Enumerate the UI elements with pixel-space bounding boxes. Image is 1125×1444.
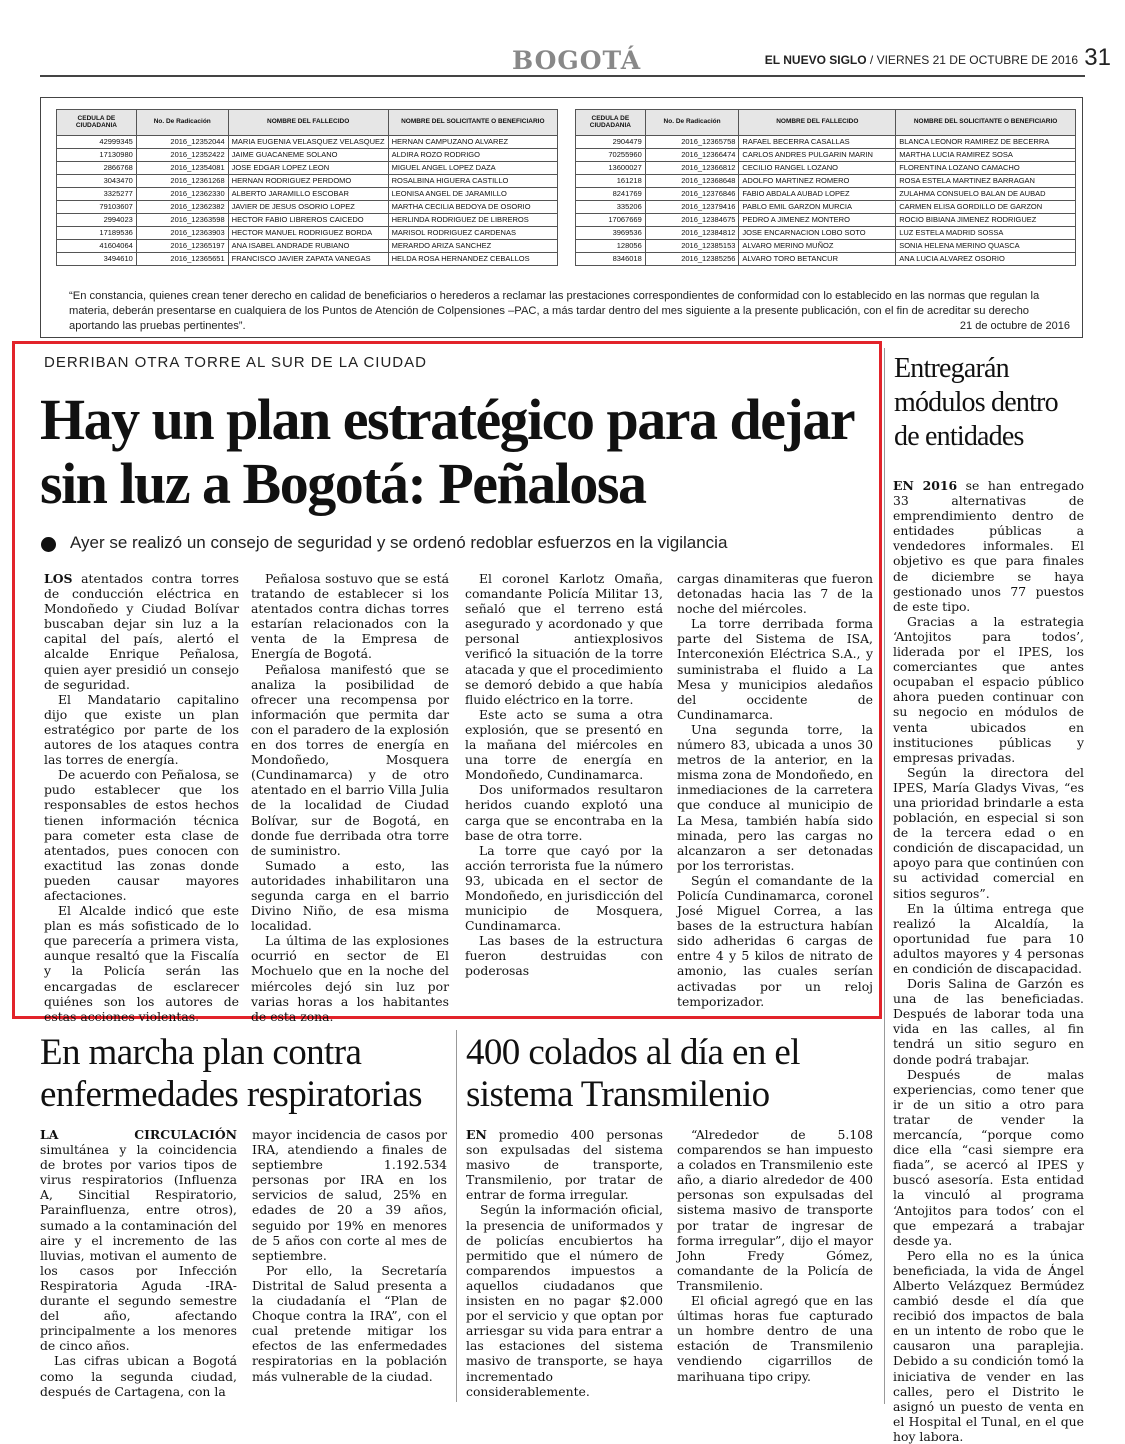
bullet-icon (41, 537, 56, 552)
cedula-cell: 41604064 (57, 240, 137, 253)
notice-row (576, 188, 1076, 201)
main-headline: Hay un plan estratégico para dejar sin luz a Bogotá: Peñalosa (40, 387, 854, 516)
radicacion-cell: 2016_12362382 (136, 201, 228, 214)
respiratorias-column-1 (40, 1127, 237, 1399)
fallecido-cell: ALVARO TORO BETANCUR (739, 253, 896, 266)
fallecido-cell: ADOLFO MARTINEZ ROMERO (739, 175, 896, 188)
notice-row (576, 253, 1076, 266)
paragraph: “Alrededor de 5.108 comparendos se han impuesto a colados en Transmilenio este año, a diario alrededor de 400 personas son expulsadas del sistema masivo de transporte por tratar de ingresar de forma irregular”, dijo el mayor John Fredy Gómez, comandante de la Policía de Transmilenio. (677, 1127, 873, 1293)
notice-text: “En constancia, quienes crean tener derecho en calidad de beneficiarios o herederos a reclamar las prestaciones correspondientes de conformidad con lo establecido en las normas que regulan la materia, deberán presentarse en cualquiera de los Puntos de Atención de Colpensiones –PAC, a más tardar dentro del mes siguiente a la presente publicación, con el fin de acreditar su derecho aportando las pruebas pertinentes”. (69, 290, 1040, 332)
solicitante-cell: MIGUEL ANGEL LOPEZ DAZA (388, 162, 557, 175)
paragraph: Doris Salina de Garzón es una de las beneficiadas. Después de laborar toda una vida en las calles, al fin tendrá un sitio seguro en donde podrá trabajar. (893, 976, 1084, 1067)
notice-date: 21 de octubre de 2016 (959, 320, 1070, 332)
notice-table-left (56, 109, 558, 266)
radicacion-cell: 2016_12365758 (645, 136, 739, 149)
solicitante-cell: ROCIO BIBIANA JIMENEZ RODRIGUEZ (896, 214, 1076, 227)
fallecido-cell: JOSE ENCARNACION LOBO SOTO (739, 227, 896, 240)
notice-row (57, 201, 558, 214)
cedula-cell: 17067669 (576, 214, 646, 227)
col-cedula: CEDULA DE CIUDADANIA (576, 110, 646, 136)
solicitante-cell: MARISOL RODRIGUEZ CARDENAS (388, 227, 557, 240)
notice-row (57, 149, 558, 162)
column-divider (456, 1030, 457, 1402)
radicacion-cell: 2016_12363903 (136, 227, 228, 240)
col-fallecido: NOMBRE DEL FALLECIDO (228, 110, 388, 136)
paragraph: Según la directora del IPES, María Gladys Vivas, “es una prioridad brindarle a esta población, en especial si son de la tercera edad o en condición de discapacidad, un apoyo para que continúen con su actividad comercial en sitios seguros”. (893, 764, 1084, 901)
subheadline: Ayer se realizó un consejo de seguridad y se ordenó redoblar esfuerzos en la vigilancia (70, 533, 728, 552)
sidebar-headline: Entregarán módulos dentro de entidades (894, 353, 1058, 452)
notice-row (57, 214, 558, 227)
paragraph-text: atentados contra torres de conducción eléctrica en Mondoñedo y Ciudad Bolívar buscaban dejar sin luz a la capital del país, alertó el alcalde Enrique Peñalosa, quien ayer presidió un consejo de seguridad. (44, 571, 239, 692)
radicacion-cell: 2016_12354081 (136, 162, 228, 175)
fallecido-cell: CECILIO RANGEL LOZANO (739, 162, 896, 175)
radicacion-cell: 2016_12384812 (645, 227, 739, 240)
solicitante-cell: HERLINDA RODRIGUEZ DE LIBREROS (388, 214, 557, 227)
notice-row (57, 227, 558, 240)
paragraph: Dos uniformados resultaron heridos cuando explotó una carga que se encontraba en la base de otra torre. (465, 782, 663, 843)
paragraph: Peñalosa sostuvo que se está tratando de establecer si los atentados contra dichas torres estarían relacionados con la venta de la Empresa de Energía de Bogotá. (251, 571, 449, 662)
radicacion-cell: 2016_12379416 (645, 201, 739, 214)
solicitante-cell: MERARDO ARIZA SANCHEZ (388, 240, 557, 253)
lead-in: LOS (44, 571, 73, 586)
cedula-cell: 3494610 (57, 253, 137, 266)
paragraph: En la última entrega que realizó la Alcaldía, la oportunidad fue para 10 adultos mayores y 4 personas en condición de discapacidad. (893, 900, 1084, 976)
notice-row (576, 214, 1076, 227)
paragraph: Después de malas experiencias, como tener que ir de un sitio a otro para tratar de vender la mercancía, “porque como dice ella “casi siempre era fiada”, se acercó al IPES y buscó asesoría. Esta entidad la vinculó al programa ‘Antojitos para todos’ con el que empezará a trabajar desde ya. (893, 1066, 1084, 1248)
paragraph: La última de las explosiones ocurrió en sector de El Mochuelo que en la noche del miércoles dejó sin luz por varias horas a los habitantes de esta zona. (251, 933, 449, 1024)
notice-table-right (575, 109, 1076, 266)
solicitante-cell: ALDIRA ROZO RODRIGO (388, 149, 557, 162)
radicacion-cell: 2016_12362330 (136, 188, 228, 201)
respiratorias-column-2 (252, 1127, 447, 1384)
paragraph: La torre que cayó por la acción terrorista fue la número 93, ubicada en el sector de Mondoñedo, en jurisdicción del municipio de Mosquera, Cundinamarca. (465, 842, 663, 934)
cedula-cell: 335206 (576, 201, 646, 214)
fallecido-cell: JAVIER DE JESUS OSORIO LOPEZ (228, 201, 388, 214)
fallecido-cell: FABIO ABDALA AUBAD LOPEZ (739, 188, 896, 201)
paragraph (44, 571, 239, 692)
paragraph: El coronel Karlotz Omaña, comandante Policía Militar 13, señaló que el terreno está asegurado y acordonado y que personal antiexplosivos verificó la situación de la torre atacada y que el procedimiento se demoró debido a que había fluido eléctrico en la torre. (465, 571, 663, 707)
notice-row (576, 162, 1076, 175)
cedula-cell: 17189536 (57, 227, 137, 240)
notice-row (576, 136, 1076, 149)
radicacion-cell: 2016_12365197 (136, 240, 228, 253)
col-fallecido: NOMBRE DEL FALLECIDO (739, 110, 896, 136)
main-story-column-1 (44, 571, 239, 1024)
main-story-column-4 (677, 571, 873, 1009)
fallecido-cell: FRANCISCO JAVIER ZAPATA VANEGAS (228, 253, 388, 266)
solicitante-cell: HERNAN CAMPUZANO ALVAREZ (388, 136, 557, 149)
fallecido-cell: HECTOR FABIO LIBREROS CAICEDO (228, 214, 388, 227)
radicacion-cell: 2016_12366474 (645, 149, 739, 162)
notice-row (576, 227, 1076, 240)
paragraph: cargas dinamiteras que fueron detonadas hacia las 7 de la noche del miércoles. (677, 571, 873, 617)
fallecido-cell: ANA ISABEL ANDRADE RUBIANO (228, 240, 388, 253)
solicitante-cell: LUZ ESTELA MADRID SOSSA (896, 227, 1076, 240)
solicitante-cell: ANA LUCIA ALVAREZ OSORIO (896, 253, 1076, 266)
notice-row (576, 201, 1076, 214)
colpensiones-notice (40, 97, 1083, 338)
radicacion-cell: 2016_12376846 (645, 188, 739, 201)
radicacion-cell: 2016_12352044 (136, 136, 228, 149)
paragraph: Las bases de la estructura fueron destruidas con poderosas (465, 933, 663, 979)
paragraph: mayor incidencia de casos por IRA, atendiendo a finales de septiembre 1.192.534 personas por IRA en los servicios de salud, 25% en edades de 20 a 39 años, seguido por 19% en menores de 5 años con corte al mes de septiembre. (252, 1127, 447, 1263)
col-solicitante: NOMBRE DEL SOLICITANTE O BENEFICIARIO (896, 110, 1076, 136)
radicacion-cell: 2016_12384675 (645, 214, 739, 227)
transmilenio-headline: 400 colados al día en el sistema Transmilenio (466, 1032, 800, 1115)
notice-row (57, 188, 558, 201)
solicitante-cell: LEONISA ANGEL DE JARAMILLO (388, 188, 557, 201)
cedula-cell: 3325277 (57, 188, 137, 201)
notice-row (57, 253, 558, 266)
cedula-cell: 79103607 (57, 201, 137, 214)
solicitante-cell: CARMEN ELISA GORDILLO DE GARZON (896, 201, 1076, 214)
cedula-cell: 13600027 (576, 162, 646, 175)
header-rule (40, 75, 1085, 77)
paragraph: Este acto se suma a otra explosión, que se presentó en la mañana del miércoles en una torre de energía en Mondoñedo, Cundinamarca. (465, 706, 663, 783)
solicitante-cell: ROSALBINA HIGUERA CASTILLO (388, 175, 557, 188)
paragraph (893, 478, 1084, 614)
transmilenio-column-1 (466, 1127, 663, 1399)
respiratorias-headline: En marcha plan contra enfermedades respiratorias (40, 1032, 422, 1115)
fallecido-cell: HERNAN RODRIGUEZ PERDOMO (228, 175, 388, 188)
transmilenio-column-2 (677, 1127, 873, 1384)
paper-name: EL NUEVO SIGLO (764, 53, 867, 67)
notice-row (57, 240, 558, 253)
paragraph: Las cifras ubican a Bogotá como la segunda ciudad, después de Cartagena, con la (40, 1353, 237, 1399)
paragraph: La torre derribada forma parte del Sistema de ISA, Interconexión Eléctrica S.A., y suministraba el fluido a La Mesa y municipios aledaños del occidente de Cundinamarca. (677, 616, 873, 722)
solicitante-cell: ROSA ESTELA MARTINEZ BARRAGAN (896, 175, 1076, 188)
radicacion-cell: 2016_12352422 (136, 149, 228, 162)
fallecido-cell: ALBERTO JARAMILLO ESCOBAR (228, 188, 388, 201)
lead-in: EN (466, 1127, 487, 1142)
notice-header-row (57, 110, 558, 136)
fallecido-cell: HECTOR MANUEL RODRIGUEZ BORDA (228, 227, 388, 240)
cedula-cell: 2866768 (57, 162, 137, 175)
paragraph: El oficial agregó que en las últimas horas fue capturado un hombre dentro de una estación de Transmilenio vendiendo cigarrillos de marihuana tipo cripy. (677, 1293, 873, 1384)
radicacion-cell: 2016_12366812 (645, 162, 739, 175)
paragraph (466, 1127, 663, 1202)
paragraph: Según la información oficial, la presencia de uniformados y de policías encubiertos ha permitido que el número de comparendos impuestos a aquellos ciudadanos que insisten en no pagar $2.000 por el servicio y que optan por arriesgar su vida para entrar a las estaciones del sistema masivo de transporte, se haya incrementado considerablemente. (466, 1202, 663, 1399)
paragraph-text: simultánea y la coincidencia de brotes por varios tipos de virus respiratorios (Influenza A, Sincitial Respiratorio, Parainfluenza, entre otros), sumado a la contaminación del aire y el incremento de las lluvias, motivan el aumento de los casos por Infección Respiratoria Aguda -IRA- durante el segundo semestre del año, afectando principalmente a los menores de cinco años. (40, 1142, 237, 1354)
cedula-cell: 2904479 (576, 136, 646, 149)
notice-header-row (576, 110, 1076, 136)
solicitante-cell: ZULAHMA CONSUELO BALAN DE AUBAD (896, 188, 1076, 201)
fallecido-cell: RAFAEL BECERRA CASALLAS (739, 136, 896, 149)
cedula-cell: 8241769 (576, 188, 646, 201)
notice-row (576, 149, 1076, 162)
notice-row (576, 240, 1076, 253)
lead-in: LA CIRCULACIÓN (40, 1127, 237, 1142)
cedula-cell: 128056 (576, 240, 646, 253)
lead-in: EN 2016 (893, 478, 958, 493)
paragraph: Según el comandante de la Policía Cundinamarca, coronel José Miguel Correa, a las bases de la estructura habían sido adheridas 6 cargas de entre 4 y 5 kilos de nitrato de amonio, las cuales serían activadas por un reloj temporizador. (677, 872, 873, 1009)
fallecido-cell: CARLOS ANDRES PULGARIN MARIN (739, 149, 896, 162)
fallecido-cell: PEDRO A JIMENEZ MONTERO (739, 214, 896, 227)
paragraph: Peñalosa manifestó que se analiza la posibilidad de ofrecer una recompensa por información que permita dar con el paradero de la explosión en dos torres de energía en Mondoñedo, Mosquera (Cundinamarca) y de otro atentado en el barrio Villa Julia de la localidad de Ciudad Bolívar, sur de Bogotá, en donde fue derribada otra torre de suministro. (251, 661, 449, 858)
notice-row (57, 175, 558, 188)
solicitante-cell: BLANCA LEONOR RAMIREZ DE BECERRA (896, 136, 1076, 149)
column-divider (884, 348, 885, 1404)
radicacion-cell: 2016_12385153 (645, 240, 739, 253)
cedula-cell: 3969536 (576, 227, 646, 240)
solicitante-cell: FLORENTINA LOZANO CAMACHO (896, 162, 1076, 175)
paragraph: De acuerdo con Peñalosa, se pudo establecer que los responsables de estos hechos tienen información técnica para cometer esta clase de atentados, pues conocen con exactitud las zonas donde pueden causar mayores afectaciones. (44, 767, 239, 903)
cedula-cell: 3043470 (57, 175, 137, 188)
paragraph: El Mandatario capitalino dijo que existe un plan estratégico por parte de los autores de los ataques contra las torres de energía. (44, 691, 239, 768)
paragraph: El Alcalde indicó que este plan es más sofisticado de lo que parecería a primera vista, aunque resaltó que la Fiscalía y la Policía serán las encargadas de esclarecer quiénes son los autores de estas acciones violentas. (44, 903, 239, 1024)
cedula-cell: 2994023 (57, 214, 137, 227)
section-title: BOGOTÁ (512, 46, 642, 75)
notice-row (576, 175, 1076, 188)
kicker: DERRIBAN OTRA TORRE AL SUR DE LA CIUDAD (44, 354, 427, 371)
col-radicacion: No. De Radicación (136, 110, 228, 136)
solicitante-cell: MARTHA CECILIA BEDOYA DE OSORIO (388, 201, 557, 214)
cedula-cell: 8346018 (576, 253, 646, 266)
paragraph: Por ello, la Secretaría Distrital de Salud presenta a la ciudadanía el “Plan de Choque contra la IRA”, con el cual pretende mitigar los efectos de las enfermedades respiratorias en la población más vulnerable de la ciudad. (252, 1262, 447, 1384)
folio-line (765, 53, 1078, 67)
solicitante-cell: MARTHA LUCIA RAMIREZ SOSA (896, 149, 1076, 162)
col-cedula: CEDULA DE CIUDADANIA (57, 110, 137, 136)
cedula-cell: 42999345 (57, 136, 137, 149)
radicacion-cell: 2016_12363598 (136, 214, 228, 227)
radicacion-cell: 2016_12361268 (136, 175, 228, 188)
paragraph: Una segunda torre, la número 83, ubicada a unos 30 metros de la anterior, en la misma zona de Mondoñedo, en inmediaciones de la carretera que conduce al municipio de La Mesa, también había sido minada, pero las cargas no alcanzaron a ser detonadas por los terroristas. (677, 721, 873, 873)
sidebar-story-body (893, 478, 1084, 1444)
col-solicitante: NOMBRE DEL SOLICITANTE O BENEFICIARIO (388, 110, 557, 136)
fallecido-cell: PABLO EMIL GARZON MURCIA (739, 201, 896, 214)
paragraph-text: promedio 400 personas son expulsadas del sistema masivo de transporte, Transmilenio, por tratar de entrar de forma irregular. (466, 1127, 663, 1203)
paragraph (40, 1127, 237, 1353)
fallecido-cell: ALVARO MERINO MUÑOZ (739, 240, 896, 253)
fallecido-cell: JOSE EDGAR LOPEZ LEON (228, 162, 388, 175)
paragraph: Pero ella no es la única beneficiada, la vida de Ángel Alberto Velázquez Bermúdez cambió desde el día que recibió dos impactos de bala en un intento de robo que le causaron una paraplejia. Debido a su condición tomó la iniciativa de vender en las calles, pero el Distrito le asignó un puesto de venta en el Hospital el Tunal, en el que hoy labora. (893, 1247, 1084, 1444)
paragraph: Sumado a esto, las autoridades inhabilitaron una segunda carga en el barrio Divino Niño, de esa misma localidad. (251, 857, 449, 934)
col-radicacion: No. De Radicación (645, 110, 739, 136)
main-story-column-3 (465, 571, 663, 979)
paragraph: Gracias a la estrategia ‘Antojitos para todos’, liderada por el IPES, los comerciantes que antes ocupaban el espacio público ahora pueden continuar con su negocio en módulos de venta ubicados en instituciones públicas y empresas privadas. (893, 613, 1084, 765)
cedula-cell: 161218 (576, 175, 646, 188)
cedula-cell: 70255960 (576, 149, 646, 162)
radicacion-cell: 2016_12365651 (136, 253, 228, 266)
solicitante-cell: SONIA HELENA MERINO QUASCA (896, 240, 1076, 253)
radicacion-cell: 2016_12385256 (645, 253, 739, 266)
page-number: 31 (1084, 44, 1111, 71)
solicitante-cell: HELDA ROSA HERNANDEZ CEBALLOS (388, 253, 557, 266)
notice-row (57, 136, 558, 149)
fallecido-cell: MARIA EUGENIA VELASQUEZ VELASQUEZ (228, 136, 388, 149)
cedula-cell: 17130980 (57, 149, 137, 162)
paragraph-text: se han entregado 33 alternativas de emprendimiento dentro de entidades públicas a vendedores informales. El objetivo es que para finales de diciembre se haya gestionado unos 77 puestos de este tipo. (893, 478, 1084, 614)
issue-date: / VIERNES 21 DE OCTUBRE DE 2016 (866, 53, 1078, 67)
fallecido-cell: JAIME GUACANEME SOLANO (228, 149, 388, 162)
main-story-column-2 (251, 571, 449, 1024)
notice-row (57, 162, 558, 175)
radicacion-cell: 2016_12368648 (645, 175, 739, 188)
